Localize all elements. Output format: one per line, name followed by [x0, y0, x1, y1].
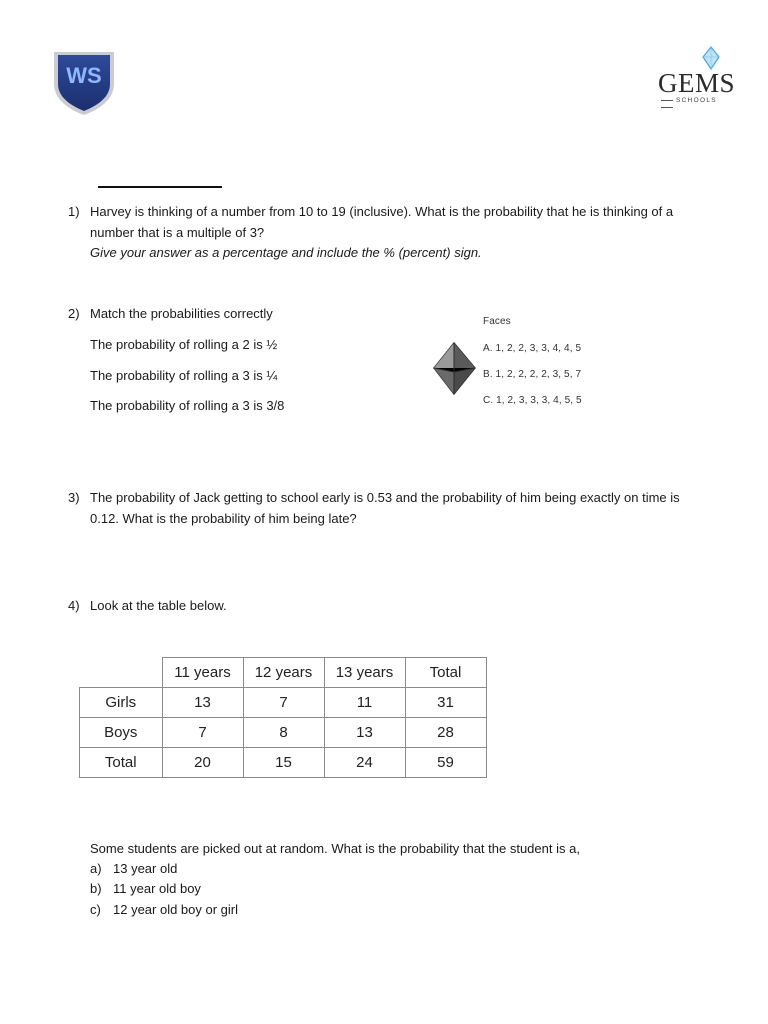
- table-cell: 11: [324, 688, 405, 718]
- question-prompt: Match the probabilities correctly: [90, 306, 273, 321]
- table-header-cell: 12 years: [243, 658, 324, 688]
- table-cell: 8: [243, 718, 324, 748]
- sub-question-letter: a): [90, 861, 102, 876]
- question-line: The probability of Jack getting to school early is 0.53 and the probability of him being exactly on time is: [90, 490, 680, 505]
- gems-subtitle: SCHOOLS: [658, 97, 730, 111]
- match-item: The probability of rolling a 3 is 3/8: [90, 398, 285, 413]
- faces-heading: Faces: [483, 316, 511, 327]
- row-label: Girls: [80, 688, 163, 718]
- table-header-cell: Total: [405, 658, 486, 688]
- table-header-row: [80, 658, 487, 688]
- table-cell: 13: [324, 718, 405, 748]
- table-row: [80, 718, 487, 748]
- table-row: [80, 748, 487, 778]
- question-text: [90, 202, 730, 264]
- table-cell: 59: [405, 748, 486, 778]
- question-prompt: Look at the table below.: [90, 598, 227, 613]
- followup-question: Some students are picked out at random. What is the probability that the student is a,: [90, 841, 580, 856]
- match-item: The probability of rolling a 3 is ¼: [90, 368, 278, 383]
- table-cell: 7: [243, 688, 324, 718]
- question-number: 2): [68, 306, 80, 321]
- question-number: 1): [68, 204, 80, 219]
- question-line: Harvey is thinking of a number from 10 to 19 (inclusive). What is the probability that he is thinking of a: [90, 204, 674, 219]
- table-cell: 13: [162, 688, 243, 718]
- match-item: The probability of rolling a 2 is ½: [90, 337, 278, 352]
- table-cell: 28: [405, 718, 486, 748]
- table-cell: 15: [243, 748, 324, 778]
- age-gender-table: [79, 657, 487, 778]
- question-number: 3): [68, 490, 80, 505]
- gems-wordmark: GEMS: [658, 68, 736, 98]
- table-cell: 7: [162, 718, 243, 748]
- question-line: 0.12. What is the probability of him being late?: [90, 510, 357, 526]
- sub-question-text: 12 year old boy or girl: [113, 902, 239, 917]
- ws-school-logo: [52, 50, 116, 116]
- table-cell: 31: [405, 688, 486, 718]
- sub-question-letter: c): [90, 902, 101, 917]
- table-cell: 20: [162, 748, 243, 778]
- die-faces-b: B. 1, 2, 2, 2, 2, 3, 5, 7: [483, 369, 582, 380]
- table-row: [80, 688, 487, 718]
- octahedron-die-icon: [433, 342, 477, 396]
- table-header-cell: 11 years: [162, 658, 243, 688]
- die-faces-c: C. 1, 2, 3, 3, 3, 4, 5, 5: [483, 395, 582, 406]
- row-label: Total: [80, 748, 163, 778]
- question-number: 4): [68, 598, 80, 613]
- name-underline: [98, 186, 222, 188]
- question-line: number that is a multiple of 3?: [90, 224, 265, 240]
- die-faces-a: A. 1, 2, 2, 3, 3, 4, 4, 5: [483, 343, 582, 354]
- ws-logo-text: WS: [66, 63, 102, 88]
- diamond-icon: [702, 46, 720, 70]
- answer-instruction: Give your answer as a percentage and include the % (percent) sign.: [90, 245, 482, 260]
- sub-question-text: 13 year old: [113, 861, 178, 876]
- sub-question-text: 11 year old boy: [113, 881, 201, 896]
- sub-question-letter: b): [90, 881, 102, 896]
- table-header-cell: 13 years: [324, 658, 405, 688]
- row-label: Boys: [80, 718, 163, 748]
- gems-schools-logo: [650, 46, 736, 108]
- table-corner-cell: [80, 658, 163, 688]
- question-text: [90, 488, 730, 529]
- table-cell: 24: [324, 748, 405, 778]
